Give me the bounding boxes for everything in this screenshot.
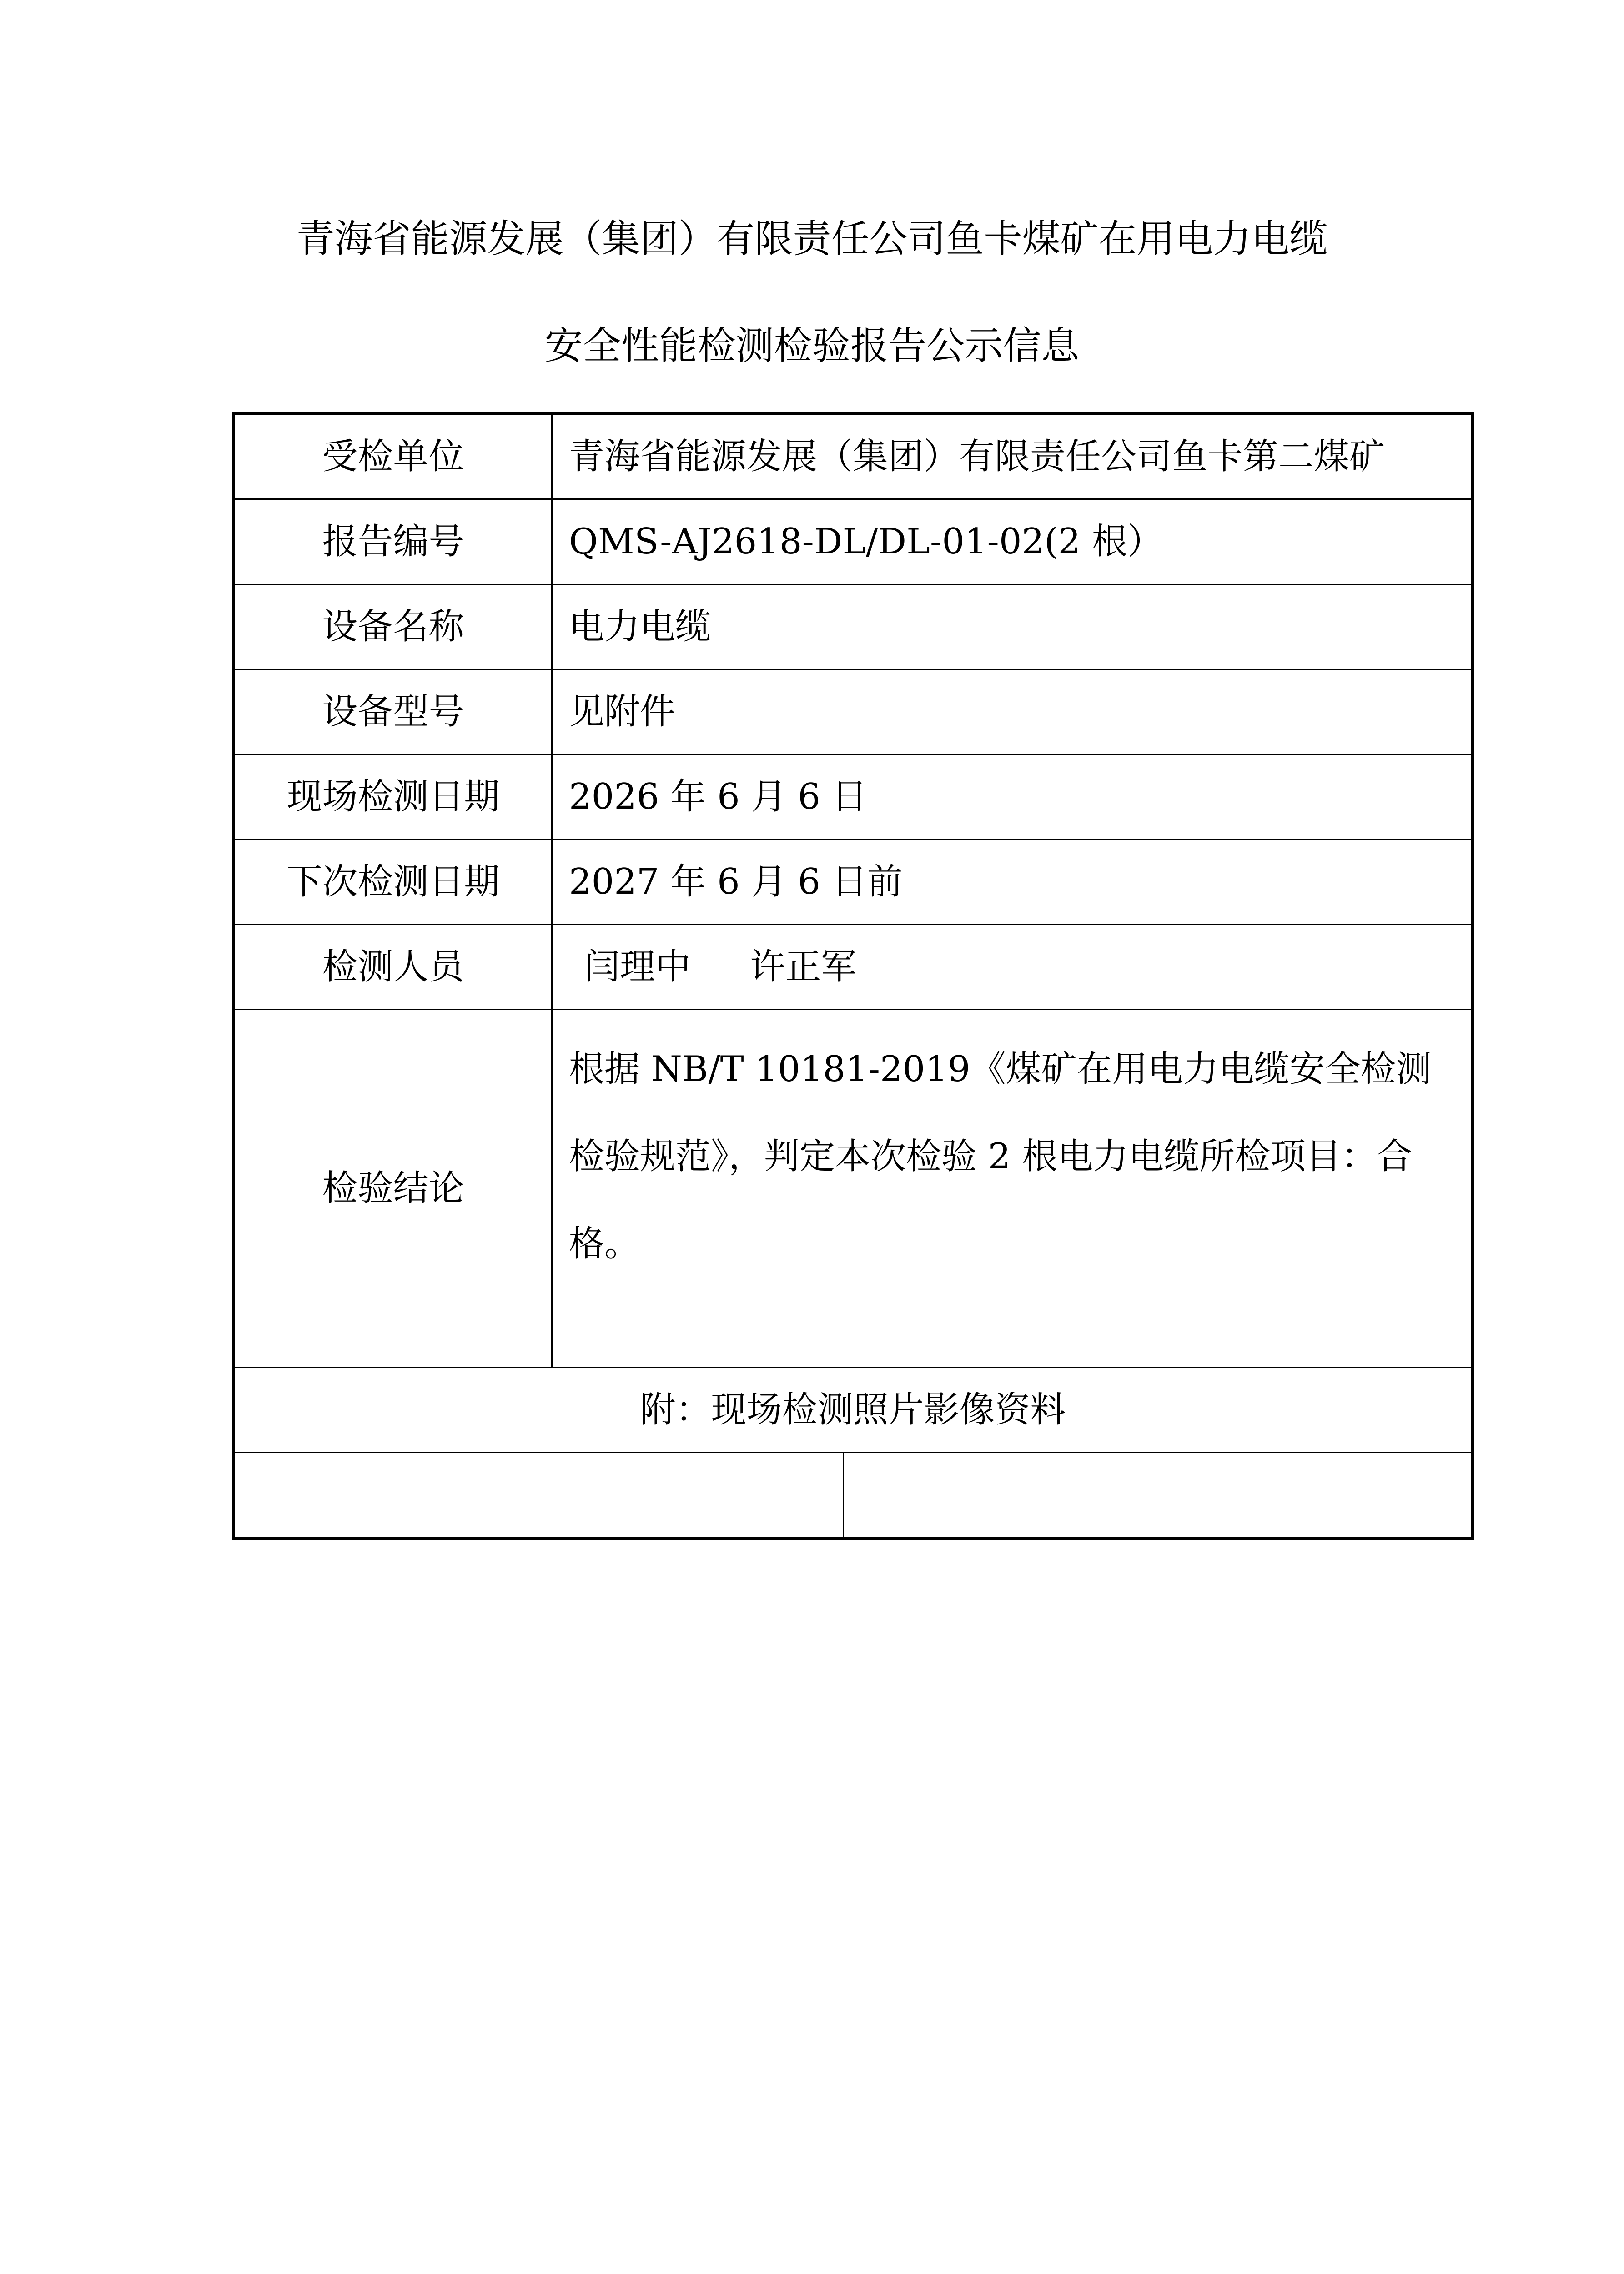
table-row-photos [234, 1453, 1473, 1539]
inspector-name: 许正军 [750, 946, 857, 987]
value-report-number: QMS-AJ2618-DL/DL-01-02(2 根） [552, 499, 1473, 584]
value-next-test-date: 2027 年 6 月 6 日前 [552, 840, 1473, 925]
table-row-attachment-header [234, 1368, 1473, 1453]
value-equipment-name: 电力电缆 [552, 584, 1473, 669]
photo-cell-right [844, 1453, 1473, 1539]
table-row-next-test-date [234, 840, 1473, 925]
attachment-header: 附：现场检测照片影像资料 [234, 1368, 1473, 1453]
value-inspectors [552, 925, 1473, 1010]
document-title-line-2: 安全性能检测检验报告公示信息 [544, 323, 1080, 368]
label-inspected-unit: 受检单位 [234, 413, 552, 499]
label-report-number: 报告编号 [234, 499, 552, 584]
table-row-inspectors [234, 925, 1473, 1010]
table-row-equipment-model [234, 669, 1473, 755]
inspector-name: 闫理中 [584, 946, 691, 987]
value-inspected-unit: 青海省能源发展（集团）有限责任公司鱼卡第二煤矿 [552, 413, 1473, 499]
table-row-inspected-unit [234, 413, 1473, 499]
photo-cell-left [234, 1453, 844, 1539]
label-onsite-test-date: 现场检测日期 [234, 755, 552, 840]
report-table [232, 412, 1474, 1540]
table-row-report-number [234, 499, 1473, 584]
table-row-onsite-test-date [234, 755, 1473, 840]
label-equipment-name: 设备名称 [234, 584, 552, 669]
label-inspectors: 检测人员 [234, 925, 552, 1010]
value-onsite-test-date: 2026 年 6 月 6 日 [552, 755, 1473, 840]
document-title-line-1: 青海省能源发展（集团）有限责任公司鱼卡煤矿在用电力电缆 [296, 216, 1328, 261]
value-conclusion: 根据 NB/T 10181-2019《煤矿在用电力电缆安全检测检验规范》，判定本次检验 2 根电力电缆所检项目：合格。 [552, 1010, 1473, 1368]
label-conclusion: 检验结论 [234, 1010, 552, 1368]
label-equipment-model: 设备型号 [234, 669, 552, 755]
label-next-test-date: 下次检测日期 [234, 840, 552, 925]
value-equipment-model: 见附件 [552, 669, 1473, 755]
table-row-conclusion [234, 1010, 1473, 1368]
table-row-equipment-name [234, 584, 1473, 669]
